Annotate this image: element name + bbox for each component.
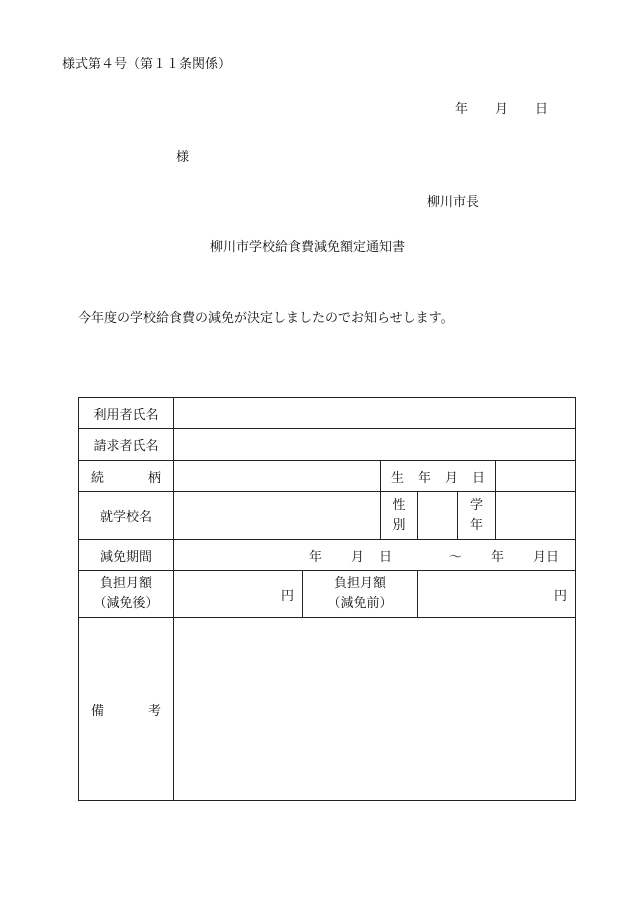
period-label: 減免期間: [79, 540, 174, 571]
date-line: [455, 102, 548, 118]
burden-after-label-line: （減免後）: [93, 596, 159, 611]
remarks-label: [79, 618, 174, 801]
remarks-label-char: 考: [147, 703, 161, 719]
relationship-label-char: 柄: [147, 470, 161, 486]
user-name-label: 利用者氏名: [79, 398, 174, 429]
gender-field[interactable]: [418, 492, 458, 540]
birthdate-label-char: 月: [444, 470, 458, 486]
gender-label: [381, 492, 418, 540]
table-row: [79, 618, 576, 801]
table-row: [79, 429, 576, 461]
period-day-end: 日: [546, 549, 560, 565]
form-number: 様式第４号（第１１条関係）: [62, 57, 232, 72]
table-row: [79, 492, 576, 540]
burden-before-label-line: （減免前）: [327, 596, 393, 611]
grade-label-char: 学: [469, 497, 483, 513]
date-month-label: 月: [495, 102, 509, 117]
yen-unit: 円: [554, 588, 568, 604]
burden-before-field[interactable]: [418, 571, 576, 618]
remarks-field[interactable]: [174, 618, 576, 801]
remarks-label-char: 備: [91, 703, 105, 719]
requester-name-field[interactable]: [174, 429, 576, 461]
document-title: 柳川市学校給食費減免額定通知書: [210, 240, 406, 255]
yen-unit: 円: [280, 588, 294, 604]
school-name-label: 就学校名: [79, 492, 174, 540]
gender-label-char: 別: [392, 517, 406, 533]
sender-name: 柳川市長: [427, 195, 480, 210]
birthdate-label-char: 年: [417, 470, 431, 486]
period-day-start: 日: [379, 549, 393, 565]
notice-text: 今年度の学校給食費の減免が決定しましたのでお知らせします。: [78, 311, 454, 326]
gender-label-char: 性: [392, 497, 406, 513]
grade-label: [458, 492, 496, 540]
school-name-field[interactable]: [174, 492, 381, 540]
grade-label-char: 年: [469, 517, 483, 533]
table-row: [79, 461, 576, 492]
relationship-label: [79, 461, 174, 492]
relationship-label-char: 続: [91, 470, 105, 486]
requester-name-label: 請求者氏名: [79, 429, 174, 461]
burden-before-label-line: 負担月額: [333, 576, 386, 591]
grade-field[interactable]: [496, 492, 576, 540]
period-separator: ～: [449, 549, 463, 565]
addressee-suffix: 様: [176, 150, 190, 165]
period-month-start: 月: [351, 549, 365, 565]
relationship-field[interactable]: [174, 461, 381, 492]
burden-after-label: [79, 571, 174, 618]
table-row: [79, 571, 576, 618]
birthdate-label: [381, 461, 496, 492]
user-name-field[interactable]: [174, 398, 576, 429]
table-row: [79, 398, 576, 429]
period-year-start: 年: [309, 549, 323, 565]
date-day-label: 日: [535, 102, 549, 117]
period-year-end: 年: [491, 549, 505, 565]
period-field[interactable]: [174, 540, 576, 571]
date-year-label: 年: [455, 102, 469, 117]
birthdate-label-char: 日: [471, 470, 485, 486]
birthdate-field[interactable]: [496, 461, 576, 492]
burden-after-label-line: 負担月額: [99, 576, 152, 591]
notice-table: [78, 397, 576, 801]
burden-before-label: [303, 571, 418, 618]
birthdate-label-char: 生: [391, 470, 405, 486]
table-row: [79, 540, 576, 571]
burden-after-field[interactable]: [174, 571, 303, 618]
period-month-end: 月: [533, 549, 547, 565]
